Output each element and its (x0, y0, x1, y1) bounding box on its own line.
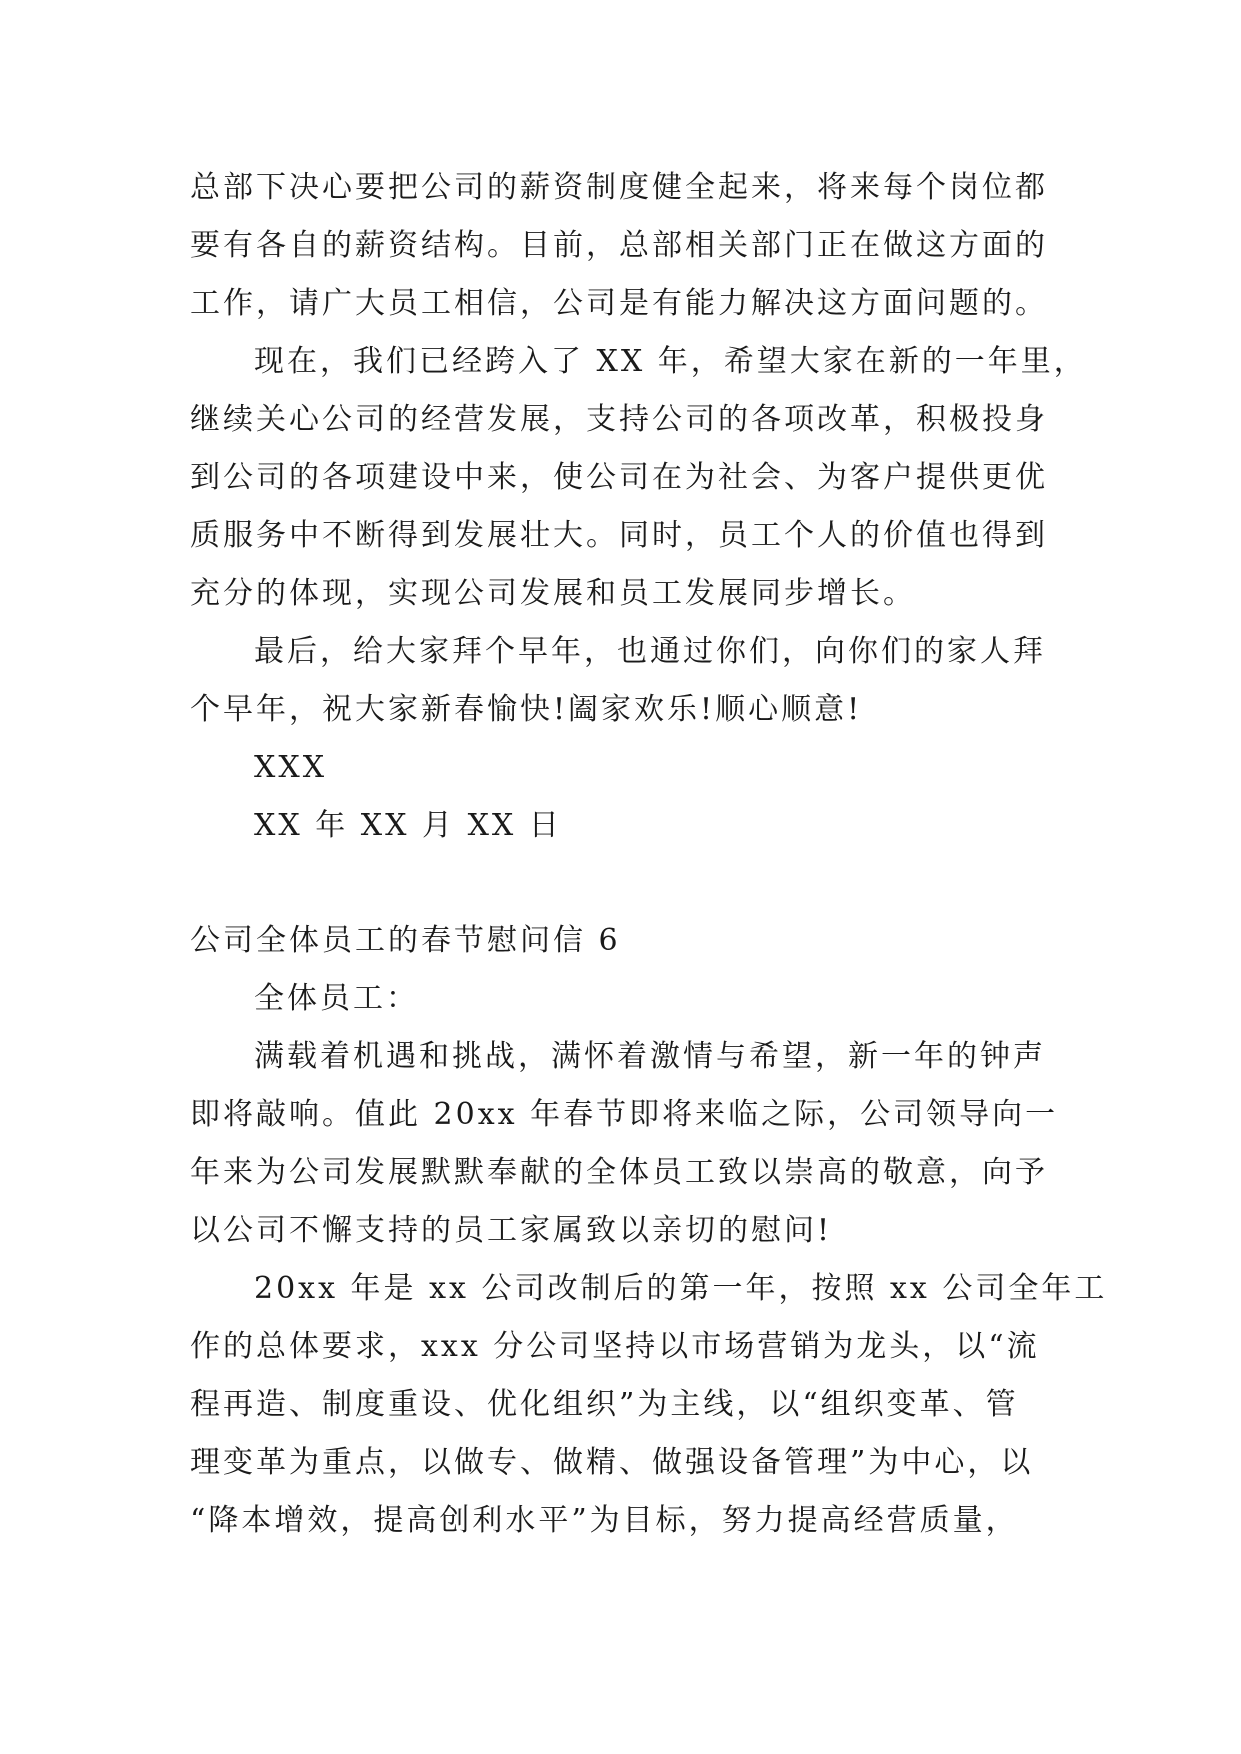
paragraph-line: 充分的体现，实现公司发展和员工发展同步增长。 (190, 576, 916, 611)
paragraph-line: 理变革为重点，以做专、做精、做强设备管理”为中心，以 (190, 1445, 1034, 1480)
paragraph-line: “降本增效，提高创利水平”为目标，努力提高经营质量， (190, 1503, 1019, 1538)
paragraph-line: 到公司的各项建设中来，使公司在为社会、为客户提供更优 (190, 460, 1048, 495)
paragraph-line: 个早年，祝大家新春愉快!阖家欢乐!顺心顺意! (190, 692, 863, 727)
signature-name: XXX (254, 750, 328, 785)
paragraph-line: 年来为公司发展默默奉献的全体员工致以崇高的敬意，向予 (190, 1155, 1048, 1190)
section-heading: 公司全体员工的春节慰问信 6 (190, 923, 621, 958)
paragraph-line: 作的总体要求，xxx 分公司坚持以市场营销为龙头，以“流 (190, 1329, 1040, 1364)
paragraph-line: 20xx 年是 xx 公司改制后的第一年，按照 xx 公司全年工 (254, 1271, 1108, 1306)
paragraph-line: 满载着机遇和挑战，满怀着激情与希望，新一年的钟声 (254, 1039, 1046, 1074)
salutation: 全体员工： (254, 981, 419, 1016)
paragraph-line: 要有各自的薪资结构。目前，总部相关部门正在做这方面的 (190, 228, 1048, 263)
paragraph-line: 工作，请广大员工相信，公司是有能力解决这方面问题的。 (190, 286, 1048, 321)
signature-date: XX 年 XX 月 XX 日 (254, 808, 562, 843)
paragraph-line: 质服务中不断得到发展壮大。同时，员工个人的价值也得到 (190, 518, 1048, 553)
paragraph-line: 即将敲响。值此 20xx 年春节即将来临之际，公司领导向一 (190, 1097, 1059, 1132)
paragraph-line: 继续关心公司的经营发展，支持公司的各项改革，积极投身 (190, 402, 1048, 437)
paragraph-line: 程再造、制度重设、优化组织”为主线，以“组织变革、管 (190, 1387, 1019, 1422)
paragraph-line: 最后，给大家拜个早年，也通过你们，向你们的家人拜 (254, 634, 1046, 669)
paragraph-line: 现在，我们已经跨入了 XX 年，希望大家在新的一年里， (254, 344, 1087, 379)
paragraph-line: 总部下决心要把公司的薪资制度健全起来，将来每个岗位都 (190, 170, 1048, 205)
paragraph-line: 以公司不懈支持的员工家属致以亲切的慰问! (190, 1213, 833, 1248)
